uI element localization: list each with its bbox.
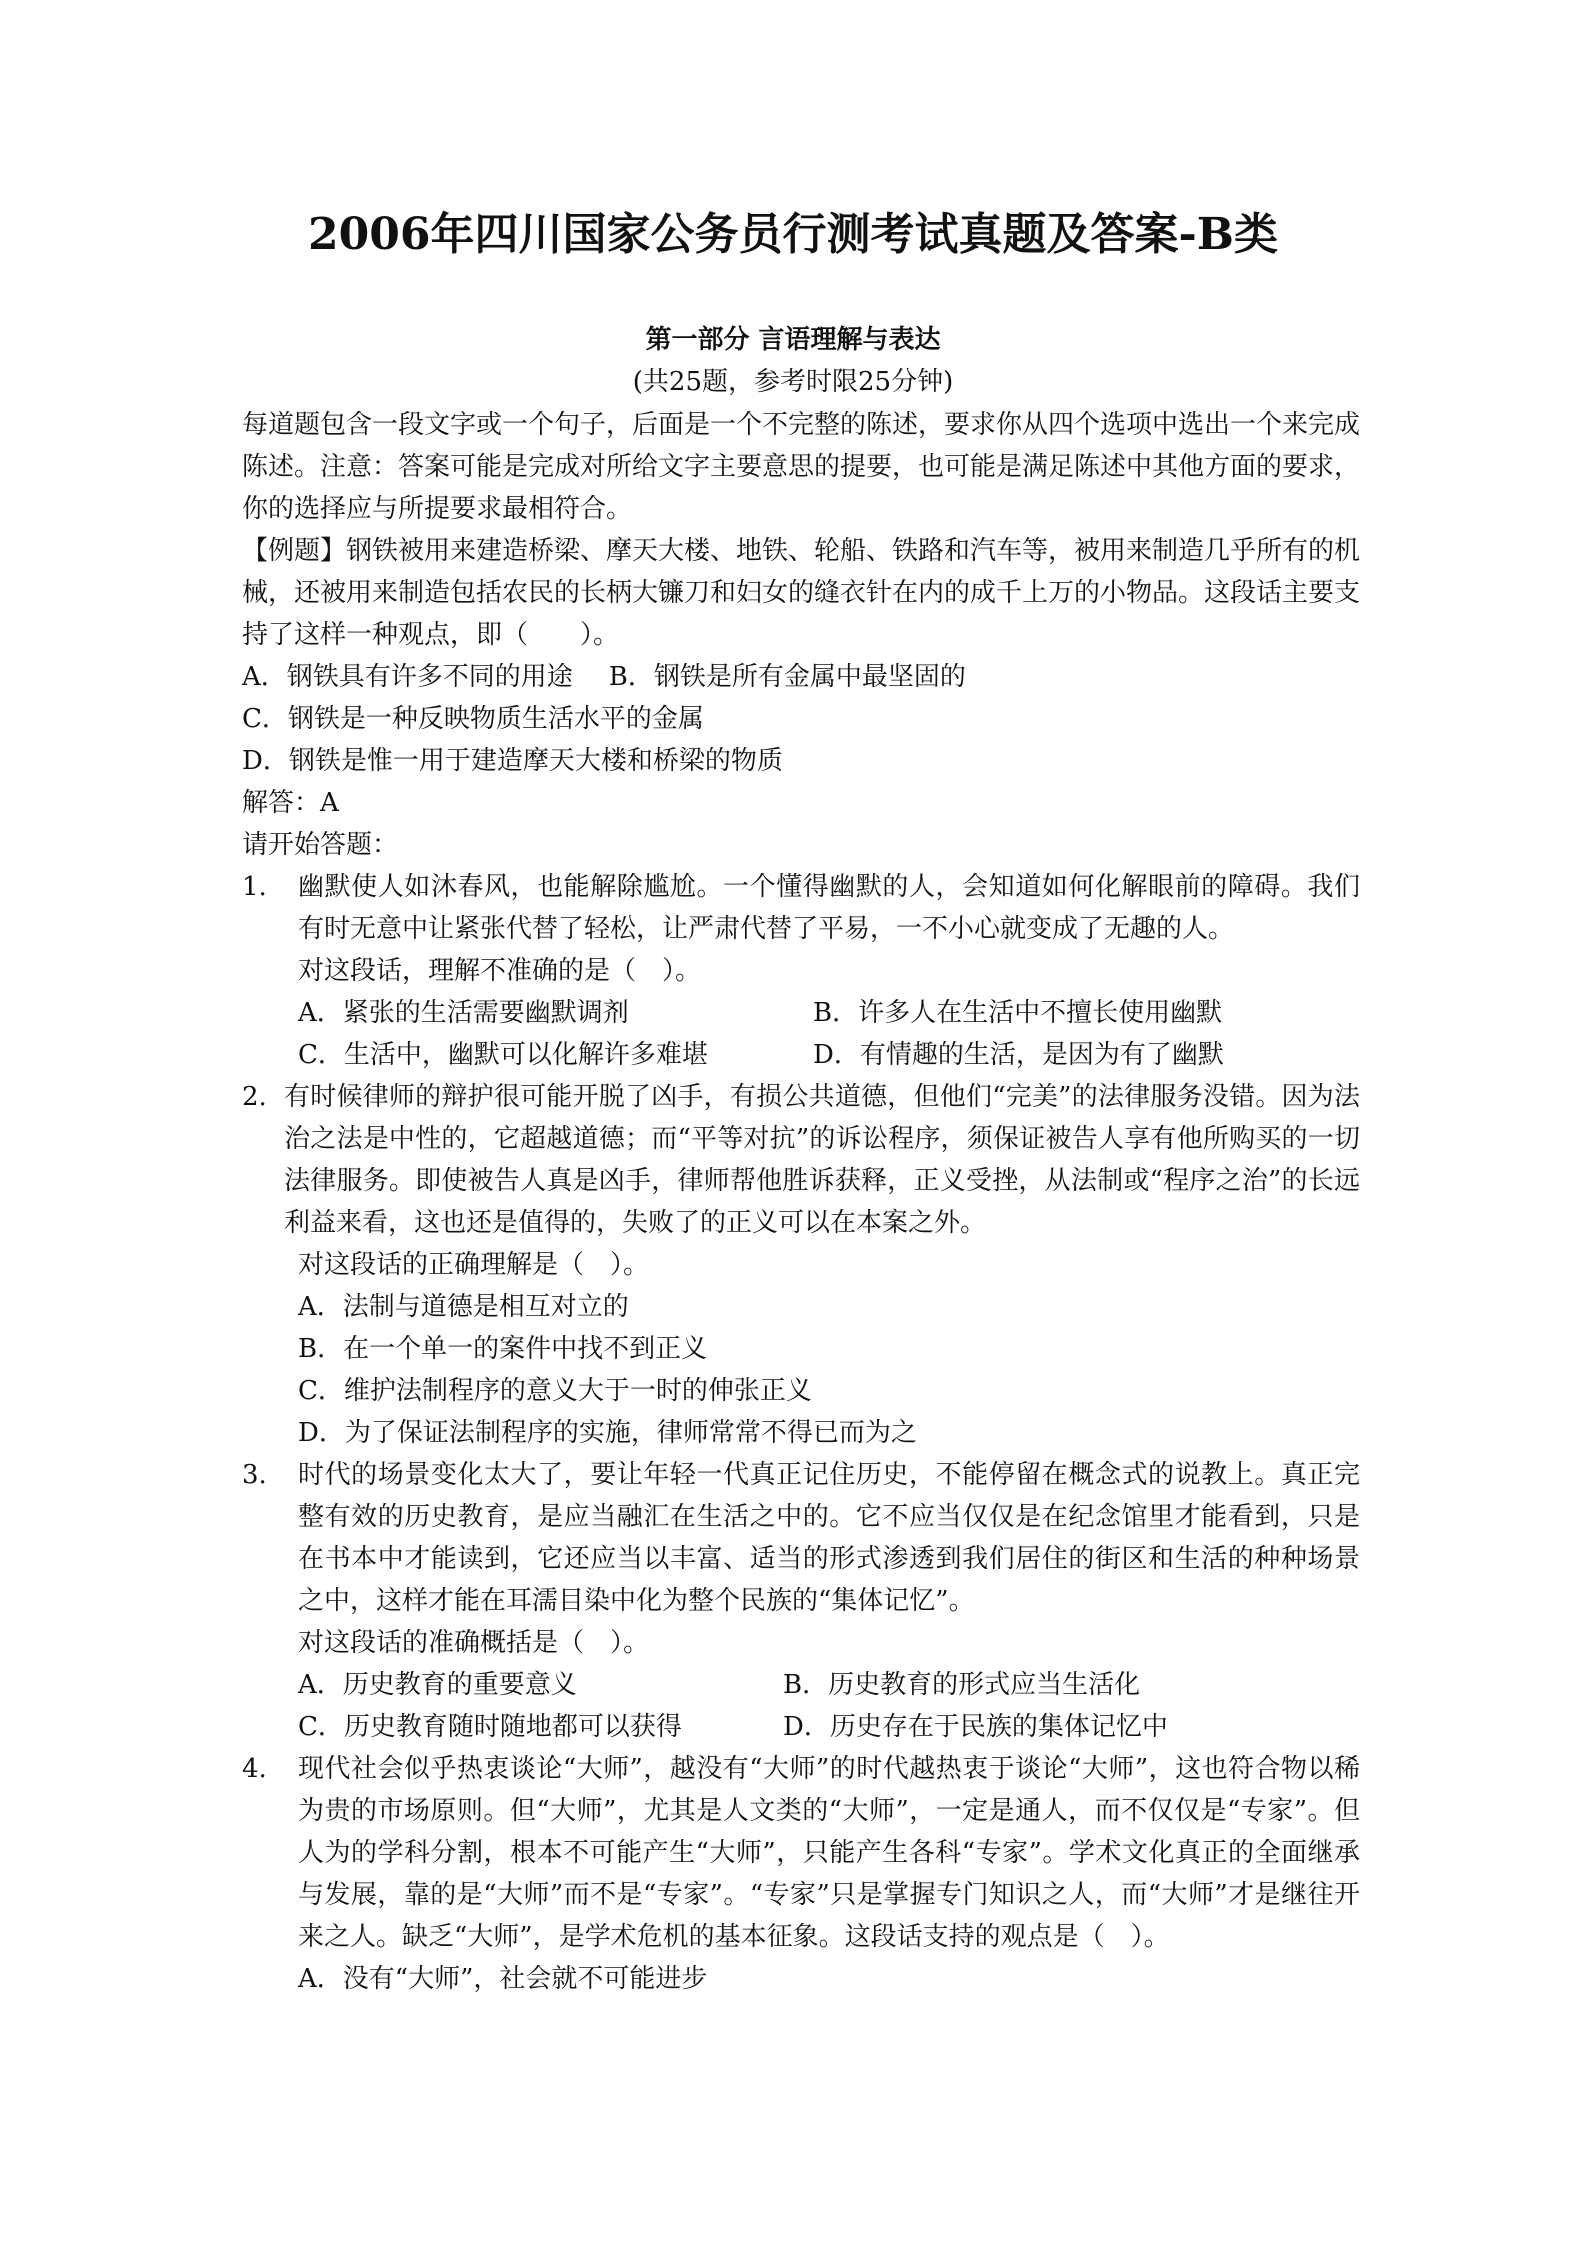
question-3-prompt: 对这段话的准确概括是（ ）。: [298, 1628, 650, 1658]
document-title: 2006年四川国家公务员行测考试真题及答案-B类: [308, 209, 1278, 260]
section-title: 第一部分 言语理解与表达: [645, 325, 941, 355]
question-4: [242, 1748, 1360, 2000]
question-1-option-a: A．紧张的生活需要幽默调剂: [298, 998, 629, 1028]
question-3-options-row-2: [242, 1706, 1360, 1748]
question-1-stem: [242, 866, 1360, 950]
question-3-option-a: A．历史教育的重要意义: [298, 1670, 577, 1700]
example-option-d: D．钢铁是惟一用于建造摩天大楼和桥梁的物质: [242, 746, 783, 776]
example-options-row: [242, 656, 1360, 698]
question-1-number: 1.: [242, 872, 267, 902]
question-4-number: 4.: [242, 1754, 267, 1784]
question-1-prompt: 对这段话，理解不准确的是（ ）。: [298, 956, 702, 986]
question-2-option-a: A．法制与道德是相互对立的: [298, 1292, 629, 1322]
question-1-options-row-2: [242, 1034, 1360, 1076]
document-body: [242, 404, 1360, 2000]
question-3-stem: [242, 1454, 1360, 1622]
question-3-option-d: D．历史存在于民族的集体记忆中: [783, 1712, 1168, 1742]
question-3-option-b: B．历史教育的形式应当生活化: [783, 1670, 1141, 1700]
question-1: [242, 866, 1360, 1076]
example-answer: 解答：A: [242, 788, 339, 818]
question-3-options-row-1: [242, 1664, 1360, 1706]
instructions-paragraph: 每道题包含一段文字或一个句子，后面是一个不完整的陈述，要求你从四个选项中选出一个来完成陈述。注意：答案可能是完成对所给文字主要意思的提要，也可能是满足陈述中其他方面的要求，你的选择应与所提要求最相符合。: [242, 410, 1361, 524]
example-paragraph: 【例题】钢铁被用来建造桥梁、摩天大楼、地铁、轮船、铁路和汽车等，被用来制造几乎所有的机械，还被用来制造包括农民的长柄大镰刀和妇女的缝衣针在内的成千上万的小物品。这段话主要支持了这样一种观点，即（ ）。: [242, 536, 1361, 650]
question-2: [242, 1076, 1360, 1454]
question-2-option-c: C．维护法制程序的意义大于一时的伸张正义: [298, 1376, 812, 1406]
question-4-option-a: A．没有“大师”，社会就不可能进步: [298, 1964, 708, 1994]
question-3-stem-text: 时代的场景变化太大了，要让年轻一代真正记住历史，不能停留在概念式的说教上。真正完整有效的历史教育，是应当融汇在生活之中的。它不应当仅仅是在纪念馆里才能看到，只是在书本中才能读到，它还应当以丰富、适当的形式渗透到我们居住的街区和生活的种种场景之中，这样才能在耳濡目染中化为整个民族的“集体记忆”。: [298, 1460, 1360, 1616]
question-1-option-d: D．有情趣的生活，是因为有了幽默: [813, 1040, 1224, 1070]
question-2-option-b: B．在一个单一的案件中找不到正义: [298, 1334, 708, 1364]
question-2-number: 2.: [242, 1082, 267, 1112]
question-2-stem: [242, 1076, 1360, 1244]
section-subtitle: (共25题，参考时限25分钟): [632, 367, 954, 397]
question-4-stem: [242, 1748, 1360, 1958]
example-option-b: B．钢铁是所有金属中最坚固的: [608, 662, 966, 692]
start-prompt: 请开始答题：: [242, 830, 399, 860]
question-1-option-c: C．生活中，幽默可以化解许多难堪: [298, 1040, 708, 1070]
question-3-option-c: C．历史教育随时随地都可以获得: [298, 1712, 682, 1742]
example-option-c: C．钢铁是一种反映物质生活水平的金属: [242, 704, 704, 734]
question-3-number: 3.: [242, 1460, 267, 1490]
question-1-option-b: B．许多人在生活中不擅长使用幽默: [813, 998, 1223, 1028]
example-option-a: A．钢铁具有许多不同的用途: [242, 662, 573, 692]
question-3: [242, 1454, 1360, 1748]
question-2-stem-text: 有时候律师的辩护很可能开脱了凶手，有损公共道德，但他们“完美”的法律服务没错。因为法治之法是中性的，它超越道德；而“平等对抗”的诉讼程序，须保证被告人享有他所购买的一切法律服务。即使被告人真是凶手，律师帮他胜诉获释，正义受挫，从法制或“程序之治”的长远利益来看，这也还是值得的，失败了的正义可以在本案之外。: [284, 1082, 1360, 1238]
question-1-options-row-1: [242, 992, 1360, 1034]
question-1-stem-text: 幽默使人如沐春风，也能解除尴尬。一个懂得幽默的人，会知道如何化解眼前的障碍。我们有时无意中让紧张代替了轻松，让严肃代替了平易，一不小心就变成了无趣的人。: [298, 872, 1360, 944]
question-2-option-d: D．为了保证法制程序的实施，律师常常不得已而为之: [298, 1418, 917, 1448]
question-4-stem-text: 现代社会似乎热衷谈论“大师”，越没有“大师”的时代越热衷于谈论“大师”，这也符合物以稀为贵的市场原则。但“大师”，尤其是人文类的“大师”，一定是通人，而不仅仅是“专家”。但人为的学科分割，根本不可能产生“大师”，只能产生各科“专家”。学术文化真正的全面继承与发展，靠的是“大师”而不是“专家”。“专家”只是掌握专门知识之人，而“大师”才是继往开来之人。缺乏“大师”，是学术危机的基本征象。这段话支持的观点是（ ）。: [298, 1754, 1360, 1952]
question-2-prompt: 对这段话的正确理解是（ ）。: [298, 1250, 650, 1280]
